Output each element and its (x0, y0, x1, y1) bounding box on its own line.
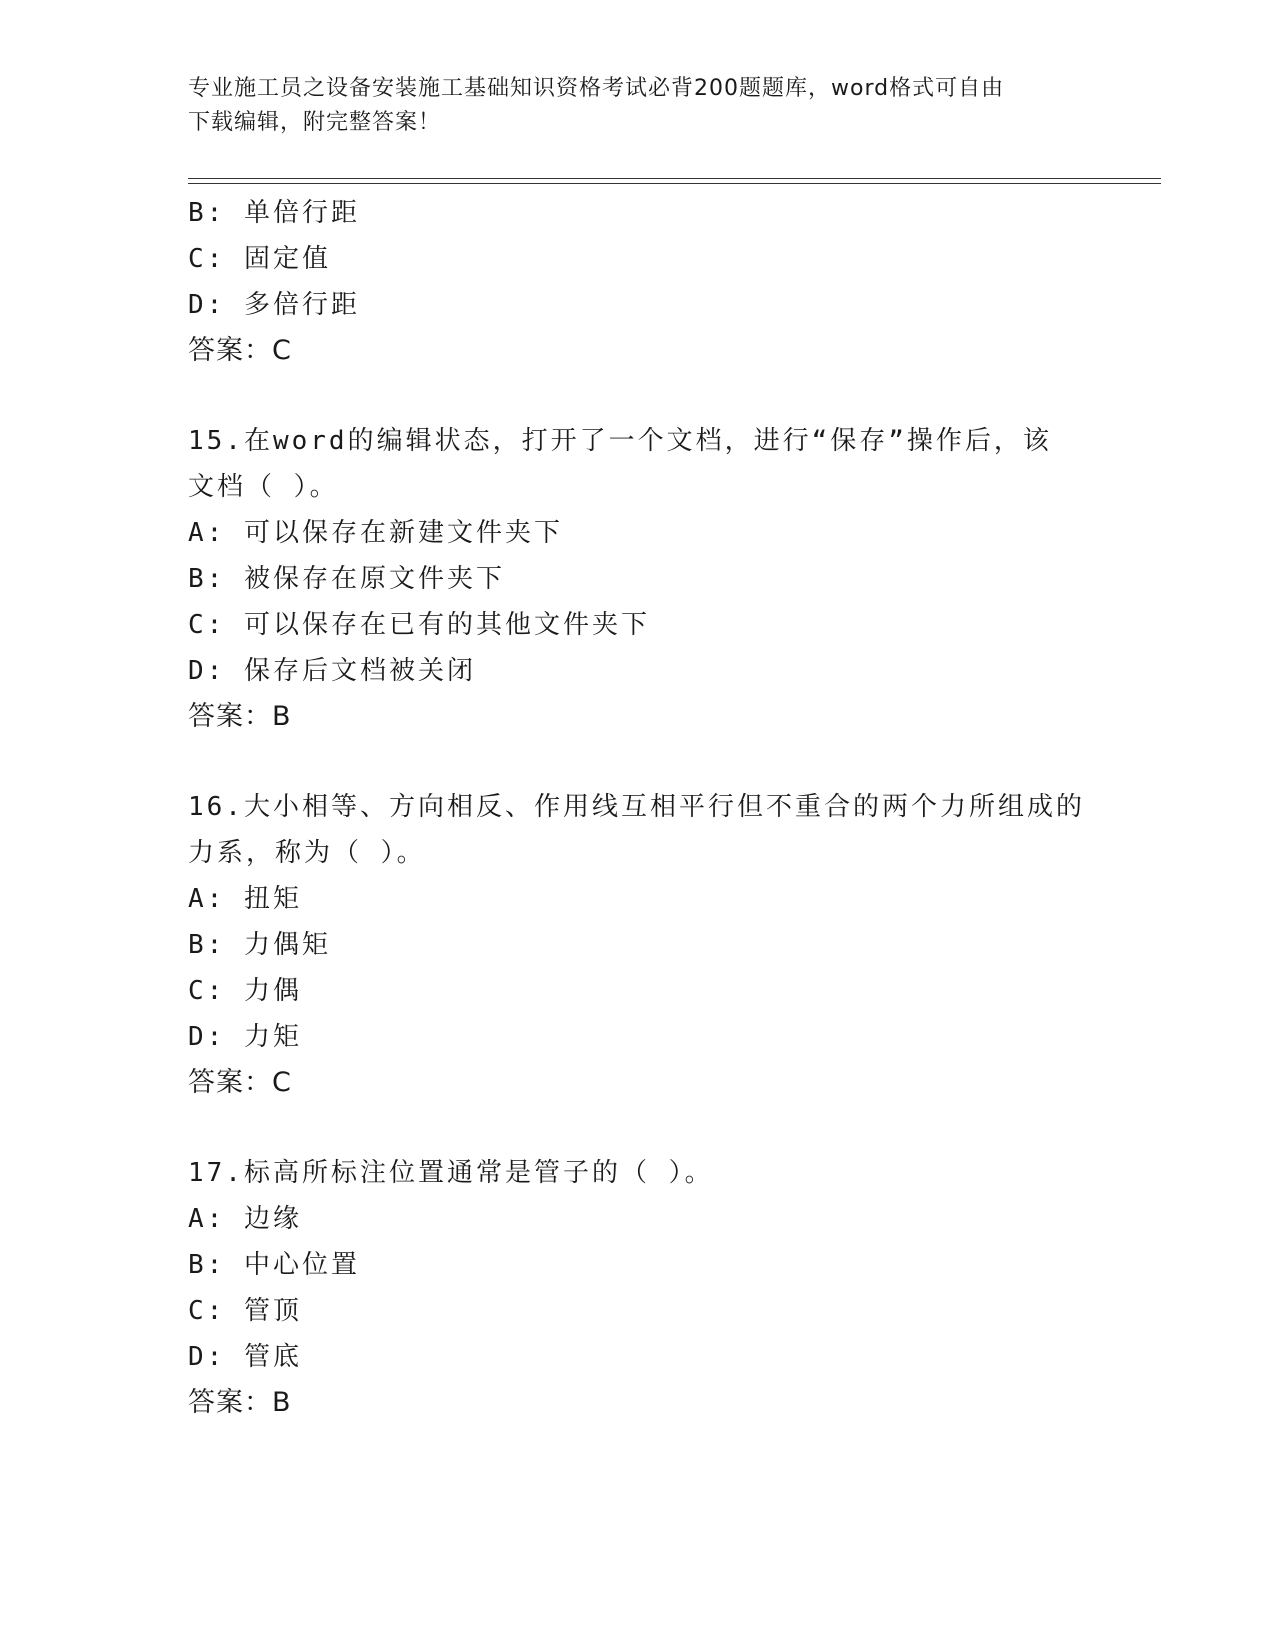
option-c: C: 管顶 (188, 1296, 302, 1326)
question-stem-line-1: 15.在word的编辑状态，打开了一个文档，进行“保存”操作后，该 (188, 426, 1052, 456)
option-c: C: 可以保存在已有的其他文件夹下 (188, 610, 650, 640)
option-b: B: 被保存在原文件夹下 (188, 564, 505, 594)
option-a: A: 边缘 (188, 1204, 302, 1234)
question-stem-line-2: 力系，称为（ ）。 (188, 838, 426, 868)
option-c: C: 力偶 (188, 976, 302, 1006)
option-b: B: 中心位置 (188, 1250, 360, 1280)
option-d: D: 多倍行距 (188, 290, 360, 320)
option-d: D: 力矩 (188, 1022, 302, 1052)
question-list (188, 190, 1118, 1426)
answer-line: 答案：B (188, 1387, 292, 1418)
question-16 (188, 784, 1118, 1106)
document-header (188, 72, 1088, 140)
header-divider-top (188, 178, 1161, 179)
header-title-line-2: 下载编辑，附完整答案！ (188, 110, 442, 135)
option-d: D: 保存后文档被关闭 (188, 656, 476, 686)
question-17 (188, 1150, 1118, 1426)
question-15 (188, 418, 1118, 740)
option-d: D: 管底 (188, 1342, 302, 1372)
answer-line: 答案：C (188, 1067, 292, 1098)
option-a: A: 可以保存在新建文件夹下 (188, 518, 563, 548)
answer-line: 答案：C (188, 335, 292, 366)
question-stem-line-1: 17.标高所标注位置通常是管子的（ ）。 (188, 1158, 714, 1188)
header-title-line-1: 专业施工员之设备安装施工基础知识资格考试必背200题题库，word格式可自由 (188, 76, 1005, 101)
option-a: A: 扭矩 (188, 884, 302, 914)
option-b: B: 单倍行距 (188, 198, 360, 228)
option-b: B: 力偶矩 (188, 930, 331, 960)
header-divider-bottom (188, 183, 1161, 184)
option-c: C: 固定值 (188, 244, 331, 274)
question-stem-line-1: 16.大小相等、方向相反、作用线互相平行但不重合的两个力所组成的 (188, 792, 1085, 822)
answer-line: 答案：B (188, 701, 292, 732)
partial-question (188, 190, 1118, 374)
question-stem-line-2: 文档（ ）。 (188, 472, 339, 502)
